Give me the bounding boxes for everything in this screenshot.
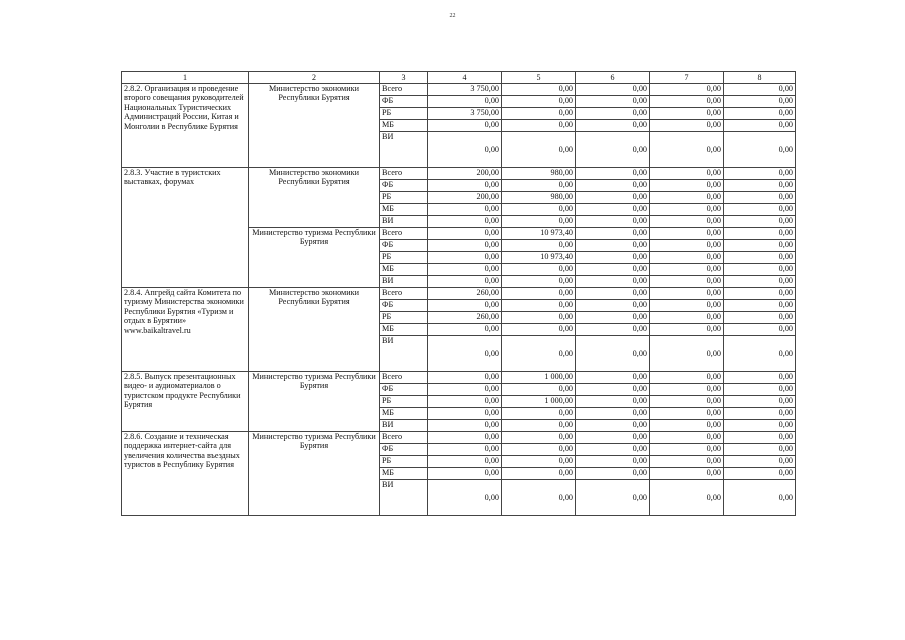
amount-cell: 0,00 (576, 312, 650, 324)
column-header: 2 (249, 72, 380, 84)
amount-cell: 0,00 (576, 84, 650, 96)
amount-cell: 0,00 (576, 240, 650, 252)
amount-cell: 0,00 (724, 432, 796, 444)
amount-cell: 0,00 (576, 96, 650, 108)
amount-cell: 0,00 (576, 468, 650, 480)
funding-source: ФБ (380, 240, 428, 252)
amount-cell: 0,00 (576, 192, 650, 204)
funding-source: ВИ (380, 216, 428, 228)
table-row (122, 84, 796, 96)
funding-source: ВИ (380, 336, 428, 372)
amount-cell: 0,00 (428, 396, 502, 408)
amount-cell: 0,00 (724, 420, 796, 432)
amount-cell: 3 750,00 (428, 84, 502, 96)
amount-cell: 0,00 (650, 84, 724, 96)
activity-description: 2.8.6. Создание и техническая поддержка интернет-сайта для увеличения количества въездных туристов в Республику Бурятия (122, 432, 249, 516)
activity-description: 2.8.3. Участие в туристских выставках, форумах (122, 168, 249, 288)
amount-cell: 0,00 (650, 324, 724, 336)
funding-source: РБ (380, 396, 428, 408)
amount-cell: 0,00 (428, 408, 502, 420)
funding-source: Всего (380, 228, 428, 240)
amount-cell: 0,00 (650, 384, 724, 396)
amount-cell: 0,00 (576, 132, 650, 168)
amount-cell: 260,00 (428, 312, 502, 324)
amount-cell: 0,00 (724, 168, 796, 180)
amount-cell: 0,00 (428, 204, 502, 216)
amount-cell: 0,00 (576, 372, 650, 384)
amount-cell: 0,00 (650, 372, 724, 384)
amount-cell: 0,00 (576, 300, 650, 312)
amount-cell: 0,00 (502, 264, 576, 276)
column-header: 7 (650, 72, 724, 84)
funding-source: РБ (380, 192, 428, 204)
amount-cell: 0,00 (650, 180, 724, 192)
amount-cell: 0,00 (502, 384, 576, 396)
funding-source: РБ (380, 312, 428, 324)
amount-cell: 0,00 (502, 216, 576, 228)
amount-cell: 0,00 (576, 420, 650, 432)
amount-cell: 0,00 (724, 372, 796, 384)
amount-cell: 0,00 (428, 180, 502, 192)
responsible-organization: Министерство экономики Республики Бурятия (249, 288, 380, 372)
amount-cell: 0,00 (428, 480, 502, 516)
responsible-organization: Министерство туризма Республики Бурятия (249, 432, 380, 516)
amount-cell: 0,00 (502, 480, 576, 516)
amount-cell: 0,00 (724, 120, 796, 132)
amount-cell: 0,00 (502, 96, 576, 108)
funding-source: МБ (380, 120, 428, 132)
amount-cell: 0,00 (502, 132, 576, 168)
amount-cell: 0,00 (428, 444, 502, 456)
amount-cell: 0,00 (724, 456, 796, 468)
funding-source: ФБ (380, 444, 428, 456)
amount-cell: 0,00 (724, 384, 796, 396)
amount-cell: 0,00 (650, 276, 724, 288)
budget-table (121, 71, 796, 516)
amount-cell: 0,00 (576, 456, 650, 468)
funding-source: ФБ (380, 180, 428, 192)
amount-cell: 0,00 (724, 84, 796, 96)
amount-cell: 0,00 (650, 300, 724, 312)
amount-cell: 0,00 (428, 96, 502, 108)
amount-cell: 0,00 (576, 276, 650, 288)
amount-cell: 3 750,00 (428, 108, 502, 120)
amount-cell: 0,00 (428, 252, 502, 264)
amount-cell: 0,00 (650, 240, 724, 252)
funding-source: РБ (380, 456, 428, 468)
amount-cell: 0,00 (650, 288, 724, 300)
amount-cell: 0,00 (650, 96, 724, 108)
amount-cell: 0,00 (502, 120, 576, 132)
amount-cell: 0,00 (650, 432, 724, 444)
amount-cell: 0,00 (576, 408, 650, 420)
amount-cell: 0,00 (650, 336, 724, 372)
amount-cell: 0,00 (502, 336, 576, 372)
header-row (122, 72, 796, 84)
funding-source: ВИ (380, 420, 428, 432)
column-header: 6 (576, 72, 650, 84)
activity-description: 2.8.4. Апгрейд сайта Комитета по туризму Министерства экономики Республики Бурятия «Туризм и отдых в Бурятии» www.baikaltravel.ru (122, 288, 249, 372)
funding-source: Всего (380, 288, 428, 300)
amount-cell: 0,00 (650, 252, 724, 264)
column-header: 1 (122, 72, 249, 84)
amount-cell: 1 000,00 (502, 396, 576, 408)
amount-cell: 0,00 (576, 324, 650, 336)
funding-source: ВИ (380, 480, 428, 516)
amount-cell: 0,00 (724, 408, 796, 420)
amount-cell: 0,00 (428, 276, 502, 288)
amount-cell: 0,00 (576, 432, 650, 444)
activity-description: 2.8.5. Выпуск презентационных видео- и аудиоматериалов о туристском продукте Республики Бурятия (122, 372, 249, 432)
responsible-organization: Министерство экономики Республики Бурятия (249, 84, 380, 168)
amount-cell: 0,00 (502, 288, 576, 300)
amount-cell: 0,00 (576, 264, 650, 276)
amount-cell: 0,00 (724, 324, 796, 336)
amount-cell: 0,00 (428, 324, 502, 336)
table-row (122, 288, 796, 300)
amount-cell: 0,00 (724, 204, 796, 216)
amount-cell: 0,00 (502, 324, 576, 336)
amount-cell: 0,00 (724, 216, 796, 228)
activity-description: 2.8.2. Организация и проведение второго совещания руководителей Национальных Туристических Администраций России, Китая и Монголии в Республике Бурятия (122, 84, 249, 168)
amount-cell: 0,00 (724, 288, 796, 300)
amount-cell: 200,00 (428, 168, 502, 180)
amount-cell: 0,00 (650, 204, 724, 216)
funding-source: ВИ (380, 276, 428, 288)
amount-cell: 1 000,00 (502, 372, 576, 384)
amount-cell: 0,00 (650, 168, 724, 180)
amount-cell: 0,00 (724, 300, 796, 312)
amount-cell: 0,00 (428, 384, 502, 396)
funding-source: Всего (380, 168, 428, 180)
amount-cell: 0,00 (576, 180, 650, 192)
funding-source: МБ (380, 324, 428, 336)
funding-source: ФБ (380, 384, 428, 396)
amount-cell: 0,00 (650, 312, 724, 324)
amount-cell: 0,00 (428, 240, 502, 252)
amount-cell: 0,00 (502, 108, 576, 120)
responsible-organization: Министерство экономики Республики Бурятия (249, 168, 380, 228)
amount-cell: 0,00 (650, 408, 724, 420)
amount-cell: 0,00 (576, 444, 650, 456)
amount-cell: 0,00 (428, 336, 502, 372)
amount-cell: 10 973,40 (502, 228, 576, 240)
amount-cell: 0,00 (502, 180, 576, 192)
amount-cell: 0,00 (576, 480, 650, 516)
funding-source: МБ (380, 204, 428, 216)
amount-cell: 0,00 (724, 240, 796, 252)
amount-cell: 0,00 (502, 204, 576, 216)
funding-source: МБ (380, 408, 428, 420)
funding-source: МБ (380, 468, 428, 480)
amount-cell: 0,00 (502, 276, 576, 288)
table-row (122, 372, 796, 384)
amount-cell: 0,00 (576, 204, 650, 216)
page-number: 22 (449, 13, 456, 19)
amount-cell: 0,00 (576, 336, 650, 372)
amount-cell: 0,00 (576, 384, 650, 396)
amount-cell: 0,00 (428, 420, 502, 432)
amount-cell: 0,00 (428, 372, 502, 384)
amount-cell: 0,00 (428, 432, 502, 444)
amount-cell: 0,00 (576, 216, 650, 228)
amount-cell: 0,00 (502, 300, 576, 312)
amount-cell: 0,00 (650, 444, 724, 456)
amount-cell: 0,00 (724, 396, 796, 408)
amount-cell: 200,00 (428, 192, 502, 204)
amount-cell: 0,00 (502, 240, 576, 252)
amount-cell: 0,00 (428, 228, 502, 240)
amount-cell: 0,00 (724, 192, 796, 204)
amount-cell: 0,00 (576, 228, 650, 240)
amount-cell: 0,00 (724, 180, 796, 192)
funding-source: Всего (380, 372, 428, 384)
table-row (122, 432, 796, 444)
amount-cell: 0,00 (576, 168, 650, 180)
amount-cell: 0,00 (724, 444, 796, 456)
funding-source: Всего (380, 84, 428, 96)
funding-source: РБ (380, 108, 428, 120)
responsible-organization: Министерство туризма Республики Бурятия (249, 228, 380, 288)
amount-cell: 0,00 (576, 108, 650, 120)
amount-cell: 0,00 (576, 288, 650, 300)
amount-cell: 980,00 (502, 168, 576, 180)
amount-cell: 10 973,40 (502, 252, 576, 264)
amount-cell: 0,00 (650, 264, 724, 276)
amount-cell: 0,00 (502, 468, 576, 480)
amount-cell: 0,00 (724, 108, 796, 120)
amount-cell: 0,00 (428, 132, 502, 168)
amount-cell: 0,00 (650, 480, 724, 516)
amount-cell: 0,00 (724, 480, 796, 516)
amount-cell: 0,00 (502, 420, 576, 432)
column-header: 4 (428, 72, 502, 84)
responsible-organization: Министерство туризма Республики Бурятия (249, 372, 380, 432)
table-body (122, 72, 796, 516)
amount-cell: 0,00 (650, 228, 724, 240)
amount-cell: 0,00 (650, 120, 724, 132)
table-row (122, 168, 796, 180)
column-header: 8 (724, 72, 796, 84)
amount-cell: 0,00 (724, 228, 796, 240)
column-header: 5 (502, 72, 576, 84)
amount-cell: 0,00 (428, 216, 502, 228)
amount-cell: 0,00 (724, 468, 796, 480)
amount-cell: 0,00 (650, 420, 724, 432)
amount-cell: 0,00 (724, 96, 796, 108)
amount-cell: 0,00 (576, 120, 650, 132)
amount-cell: 0,00 (428, 264, 502, 276)
funding-source: ФБ (380, 300, 428, 312)
amount-cell: 0,00 (502, 444, 576, 456)
amount-cell: 0,00 (502, 408, 576, 420)
funding-source: ВИ (380, 132, 428, 168)
amount-cell: 0,00 (502, 312, 576, 324)
amount-cell: 0,00 (724, 312, 796, 324)
amount-cell: 0,00 (724, 132, 796, 168)
amount-cell: 0,00 (724, 264, 796, 276)
amount-cell: 260,00 (428, 288, 502, 300)
amount-cell: 0,00 (650, 108, 724, 120)
funding-source: ФБ (380, 96, 428, 108)
amount-cell: 0,00 (650, 456, 724, 468)
funding-source: РБ (380, 252, 428, 264)
amount-cell: 0,00 (428, 300, 502, 312)
funding-source: МБ (380, 264, 428, 276)
amount-cell: 0,00 (428, 456, 502, 468)
amount-cell: 0,00 (650, 192, 724, 204)
amount-cell: 980,00 (502, 192, 576, 204)
amount-cell: 0,00 (724, 336, 796, 372)
amount-cell: 0,00 (576, 396, 650, 408)
amount-cell: 0,00 (650, 468, 724, 480)
funding-source: Всего (380, 432, 428, 444)
amount-cell: 0,00 (576, 252, 650, 264)
amount-cell: 0,00 (724, 276, 796, 288)
amount-cell: 0,00 (502, 84, 576, 96)
amount-cell: 0,00 (428, 468, 502, 480)
amount-cell: 0,00 (650, 132, 724, 168)
amount-cell: 0,00 (502, 432, 576, 444)
amount-cell: 0,00 (650, 216, 724, 228)
amount-cell: 0,00 (724, 252, 796, 264)
amount-cell: 0,00 (502, 456, 576, 468)
amount-cell: 0,00 (650, 396, 724, 408)
column-header: 3 (380, 72, 428, 84)
amount-cell: 0,00 (428, 120, 502, 132)
